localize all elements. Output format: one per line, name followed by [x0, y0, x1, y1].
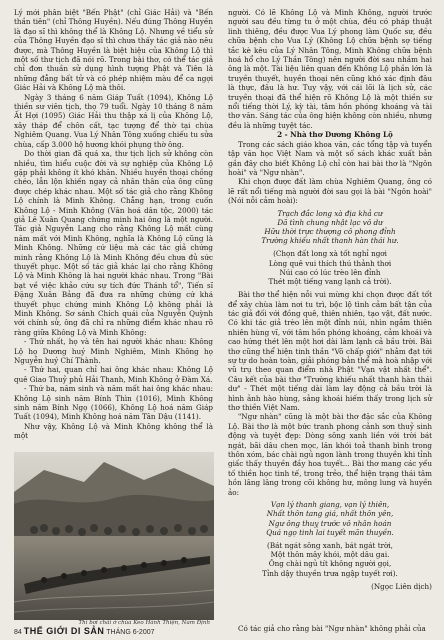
poem-line: Ông chài ngủ tít không người gọi, [268, 559, 392, 569]
poem-ngon-hoai-original [228, 209, 432, 246]
poem-line: Hữu thời trực thượng cô phong đỉnh [264, 226, 396, 236]
poem-line: Dã tình chung nhật lạc vô dư [277, 217, 383, 227]
poem-line: Lòng quê vui thích thú thảnh thơi [268, 258, 392, 268]
poem-line: Ngư ông thuỵ trước vô nhân hoán [268, 518, 392, 528]
translator-credit: (Ngọc Liên dịch) [371, 581, 432, 591]
section-heading: 2 - Nhà thơ Dương Không Lộ [277, 130, 393, 140]
paragraph: Lý mới phân biệt "Bến Phật" (chỉ Giác Hải) và "Bến thần tiên" (chỉ Thông Huyền). Nếu đúng Thông Huyền là đạo sĩ thì không thể là Không Lộ. Nhưng về tiểu sử của Thông Huyền đạo sĩ thì chưa thấy tác giả nào nêu được, mà Thông Huyền là biệt hiệu của Không Lộ thì một số thư tịch đã nói rõ. Trong bài thơ, có thể tác giả chỉ đơn thuần sử dụng hình tượng Phật và Tiên là những đẳng bất tử và có phép nhiệm màu để ca ngợi Giác Hải và Không Lộ mà thôi. [14, 8, 213, 93]
page-number: 84 [14, 629, 22, 636]
poem-line: Một thôn mây khói, một dâu gai. [270, 550, 390, 560]
photo-illustration [14, 452, 214, 620]
poem-line: Núi cao có lúc trèo lên đỉnh [279, 267, 381, 277]
paragraph: - Thứ ba, năm sinh và năm mất hai ông khác nhau: Không Lộ sinh năm Bính Thìn (1016), Minh Không sinh năm Bính Ngọ (1066), Không Lộ hoá năm Giáp Tuất (1094), Minh Không hoá năm Tân Dậu (1141). [14, 384, 213, 422]
poem-line: Quá ngọ tinh lai tuyết mãn thuyền. [266, 527, 394, 537]
paragraph: Có tác giả cho rằng bài "Ngư nhàn" không phải của [238, 624, 426, 633]
boat-race-photo [14, 452, 214, 620]
paragraph: Trong các sách giáo khoa văn, các tổng tập và tuyển tập văn học Việt Nam và một số sách khác xuất bản gần đây cho biết Không Lộ chỉ còn hai bài thơ là "Ngôn hoài" và "Ngư nhàn". [228, 139, 432, 177]
paragraph: - Thứ nhất, họ và tên hai người khác nhau: Không Lộ họ Dương huý Minh Nghiêm, Minh Không họ Nguyễn huý Chí Thành. [14, 337, 213, 366]
paragraph: người. Có lẽ Không Lộ và Minh Không, người trước người sau đều từng tu ở một chùa, đều có pháp thuật linh thiêng, đều được Vua Lý phong làm Quốc sư, đều chữa bệnh cho Vua Lý (Không Lộ chữa bệnh sợ tiếng tắc kè kêu của Lý Nhân Tông, Minh Không chữa bệnh hoá hổ cho Lý Thần Tông) nên người đời sau nhầm hai ông là một. Tài liệu liên quan đến Không Lộ phần lớn là truyền thuyết, huyền thoại nên cũng khó xác định đâu là thực, đâu là hư. Tuy vậy, với cái lõi là lịch sử, các truyền thoại đã thể hiện rõ Không Lộ là một thiền sư nổi tiếng thời Lý, kỳ tài, tâm hồn phóng khoáng và tài thơ văn. Sáng tác của ông hiện không còn nhiều, nhưng đều là những tuyệt tác. [228, 8, 432, 130]
paragraph: "Ngư nhàn" cũng là một bài thơ đặc sắc của Không Lộ. Bài thơ là một bức tranh phong cảnh sơn thuỷ sinh động và tuyệt đẹp: Dòng sông xanh liền với trời bát ngát, bãi dâu chen mọc, lăn khói toả thanh bình trong thôn xóm, bác chài ngủ ngon lành trong thuyền khi tỉnh giấc thấy thuyền đầy hoa tuyết... Bài thơ mang các yếu tố thiền học tinh tế, trong trẻo, thể hiện trạng thái tâm hồn lâng lâng trong cõi không hư, mông lung và huyền ảo: [228, 412, 432, 497]
paragraph: Bài thơ thể hiện nỗi vui mừng khi chọn được đất tốt để xây chùa làm nơi tu trì, bộc lộ tình cảm bất tận của tác giả đối với đồng quê, thiên nhiên, tạo vật, đất nước. Có khi tác giả trèo lên một đỉnh núi, nhìn ngắm thiên nhiên hùng vĩ, với tâm hồn phóng khoáng, cảm khoái và cao hứng thét lên một hơi dài làm lạnh cả bầu trời. Bài thơ cũng thể hiện tinh thần "Võ chấp giới" nhằm đạt tới sự tự do hoàn toàn, giải phóng bản thể mà hoà nhập với vũ trụ theo quan điểm nhà Phật "Vạn vật nhất thể". Câu kết của bài thơ "Trường khiếu nhất thanh hàn thái dư" - Thét một tiếng dài làm lay động cả bầu trời là hình ảnh hào hùng, sảng khoái hiếm thấy trong lịch sử thơ thiền Việt Nam. [228, 290, 433, 413]
page-footer [14, 626, 155, 636]
paragraph: Như vậy, Không Lộ và Minh Không không thể là một [14, 421, 213, 441]
paragraph: - Thứ hai, quan chỉ hai ông khác nhau: Không Lộ quê Giao Thuỷ phủ Hải Thanh, Minh Không ở Đàm Xá. [14, 365, 213, 384]
poem-line: Nhất thôn tang giá, nhất thôn yên, [266, 509, 394, 519]
poem-line: Thét một tiếng vang lạnh cả trời). [268, 276, 392, 286]
poem-line: Trạch đắc long xà địa khả cư [277, 208, 383, 218]
poem-line: Vạn lý thanh giang, vạn lý thiên, [270, 500, 390, 510]
poem-line: Tỉnh dậy thuyền trưa ngập tuyết rơi). [262, 568, 398, 578]
poem-line: (Bát ngát sông xanh, bát ngát trời, [267, 540, 393, 550]
poem-ngu-nhan-original [228, 500, 432, 537]
paragraph: Khi chọn được đất làm chùa Nghiêm Quang, ông có lẽ rất nổi tiếng mà người đời sau gọi là bài "Ngôn hoài" (Nói nỗi cảm hoài): [228, 177, 432, 206]
poem-line: (Chọn đất long xà tốt nghỉ ngơi [273, 249, 387, 259]
magazine-name: THẾ GIỚI DI SẢN [23, 626, 105, 636]
paragraph: Ngày 3 tháng 6 năm Giáp Tuất (1094), Không Lộ thiền sư viên tịch, thọ 79 tuổi. Ngày 10 tháng 8 năm Ất Hợi (1095) Giác Hải thu thập xá lị của Không Lộ, xây tháp để chôn cất, tạc tượng để thờ tại chùa Nghiêm Quang. Vua Lý Nhân Tông xuống chiếu tu sửa chùa, cấp 3.000 hộ hương khói phụng thờ ông. [14, 92, 213, 149]
paragraph: Do thời gian đã quá xa, thư tịch lịch sử không còn nhiều, tìm hiểu cuộc đời và sự nghiệp của Không Lộ gặp phải không ít khó khăn. Nhiều huyền thoại chồng chéo, lẫn lộn khiến ngay cả nhân thân của ông cũng được chép khác nhau. Một số tác giả cho rằng Không Lộ chính là Minh Không. Chẳng hạn, trong cuốn Không Lộ - Minh Không (Văn hoá dân tộc, 2000) tác giả Lê Xuân Quang chứng minh hai ông là một người. Tác giả Nguyễn Lang cho rằng Không Lộ mất cùng năm mất với Minh Không, nghĩa là Không Lộ cũng là Minh Không. Những cứ liệu mà các tác giả chứng minh rằng Không Lộ là Minh Không đều chưa đủ sức thuyết phục. Một số tác giả khác lại cho rằng Không Lộ và Minh Không là hai người khác nhau. Trong "Bài bạt về việc khảo cứu sự tích đức Thánh tổ", Tiến sĩ Đặng Xuân Bảng đã đưa ra những chứng cứ khá thuyết phục chứng minh Không Lộ không phải là Minh Không. Sơ sánh Chích quái của Nguyễn Quỳnh với chính sử, ông đã chỉ ra những điểm khác nhau rõ ràng giữa Không Lộ và Minh Không: [14, 149, 213, 337]
photo-caption: Thi bơi chải ở chùa Keo Hành Thiện, Nam Định [78, 620, 210, 626]
left-column [14, 8, 213, 441]
poem-line: Trường khiếu nhất thanh hàn thái hư. [261, 236, 399, 246]
right-column [228, 8, 432, 591]
poem-ngon-hoai-translation [228, 249, 432, 286]
poem-ngu-nhan-translation [228, 541, 432, 578]
issue-date: THÁNG 6-2007 [106, 629, 155, 636]
